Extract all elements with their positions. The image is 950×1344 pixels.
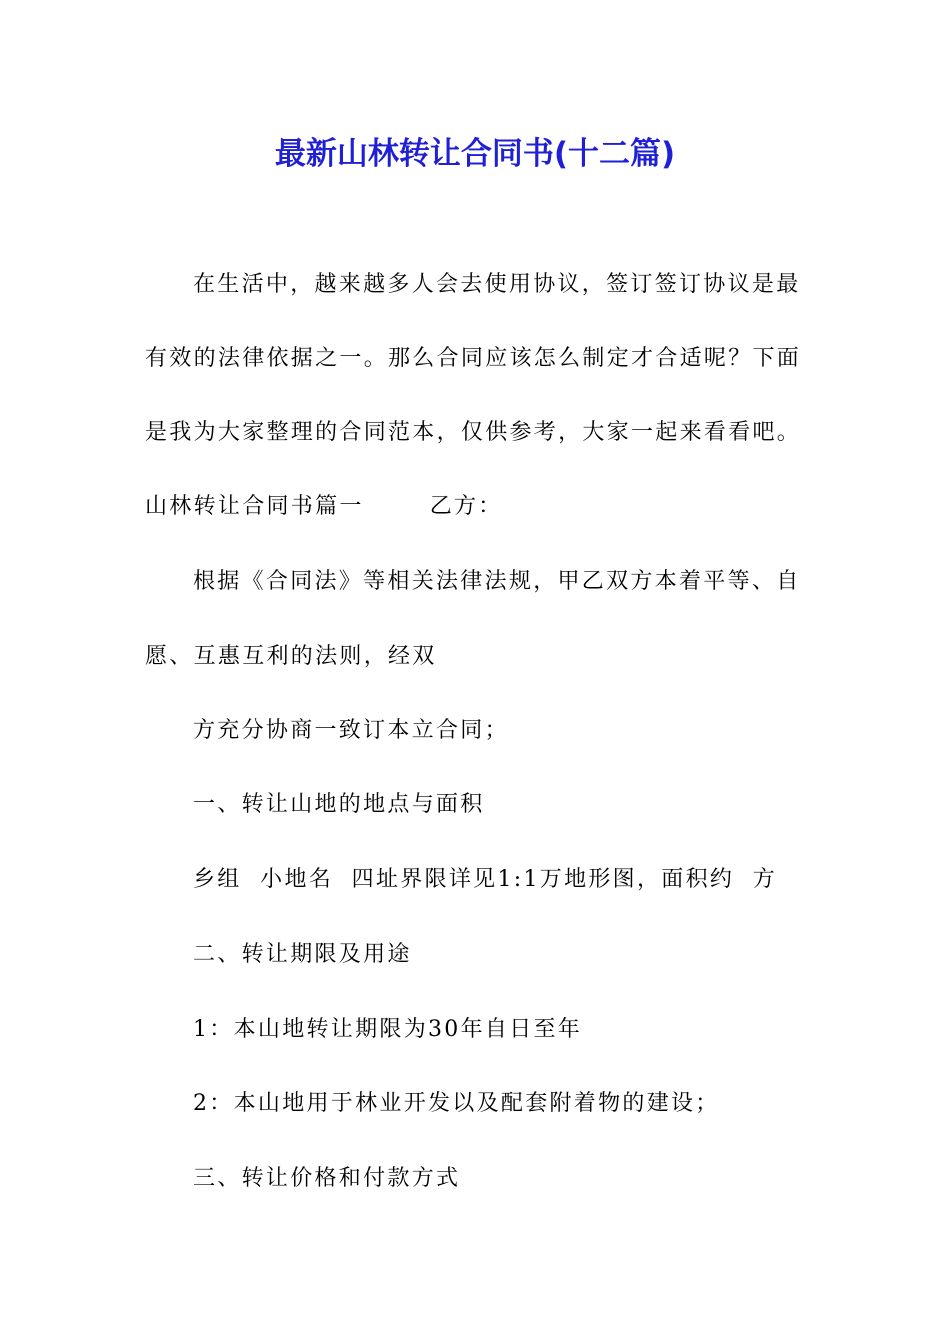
clause-heading-2: 二、转让期限及用途 xyxy=(193,942,412,967)
clause-term-line: 1：本山地转让期限为30年自日至年 xyxy=(193,1017,583,1042)
document-title: 最新山林转让合同书(十二篇) xyxy=(274,136,676,172)
intro-line-2: 有效的法律依据之一。那么合同应该怎么制定才合适呢？下面 xyxy=(145,346,802,371)
basis-line-2: 愿、互惠互利的法则，经双 xyxy=(145,644,437,669)
section-heading-line xyxy=(145,489,810,525)
clause-heading-1: 一、转让山地的地点与面积 xyxy=(193,792,485,817)
section-heading: 山林转让合同书篇一 xyxy=(145,494,364,519)
agreement-line: 方充分协商一致订本立合同； xyxy=(193,718,509,743)
basis-line-1: 根据《合同法》等相关法律法规，甲乙双方本着平等、自 xyxy=(193,569,801,594)
clause-heading-3: 三、转让价格和付款方式 xyxy=(193,1166,461,1191)
party-b-label: 乙方： xyxy=(429,494,503,519)
clause-location-line: 乡组 小地名 四址界限详见1:1万地形图，面积约 方 xyxy=(193,867,778,892)
intro-line-1: 在生活中，越来越多人会去使用协议，签订签订协议是最 xyxy=(193,272,801,297)
clause-usage-line: 2：本山地用于林业开发以及配套附着物的建设； xyxy=(193,1091,720,1116)
intro-line-3: 是我为大家整理的合同范本，仅供参考，大家一起来看看吧。 xyxy=(145,420,802,445)
